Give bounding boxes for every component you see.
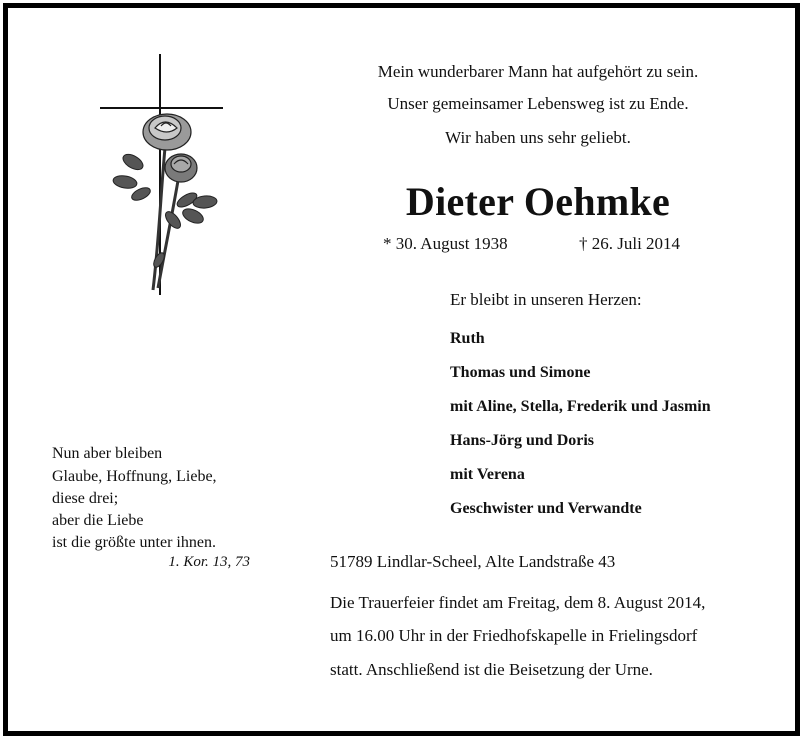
- funeral-info-line: um 16.00 Uhr in der Friedhofskapelle in Frielingsdorf: [330, 626, 698, 645]
- mourner-line: Thomas und Simone: [450, 364, 591, 381]
- quote-line: Glaube, Hoffnung, Liebe,: [52, 468, 217, 485]
- mourners-heading: Er bleibt in unseren Herzen:: [450, 290, 642, 309]
- quote-line: aber die Liebe: [52, 512, 144, 529]
- mourner-line: Hans-Jörg und Doris: [450, 432, 595, 449]
- mourner-line: mit Aline, Stella, Frederik und Jasmin: [450, 398, 711, 415]
- intro-line-2: Unser gemeinsamer Lebensweg ist zu Ende.: [387, 94, 689, 113]
- quote-line: diese drei;: [52, 490, 119, 507]
- funeral-info-line: statt. Anschließend ist die Beisetzung der Urne.: [330, 660, 653, 679]
- intro-line-1: Mein wunderbarer Mann hat aufgehört zu sein.: [377, 62, 699, 81]
- birth-date: * 30. August 1938: [383, 234, 508, 253]
- death-date: † 26. Juli 2014: [579, 234, 681, 253]
- quote-reference: 1. Kor. 13, 73: [168, 554, 250, 570]
- mourner-line: mit Verena: [450, 466, 525, 483]
- quote-line: Nun aber bleiben: [52, 445, 163, 462]
- cross-with-roses-icon: [95, 50, 230, 300]
- quote-line: ist die größte unter ihnen.: [52, 534, 216, 551]
- mourner-line: Ruth: [450, 330, 485, 347]
- mourner-line: Geschwister und Verwandte: [450, 500, 642, 517]
- intro-line-3: Wir haben uns sehr geliebt.: [445, 128, 631, 147]
- deceased-name: Dieter Oehmke: [405, 179, 671, 224]
- funeral-info-line: Die Trauerfeier findet am Freitag, dem 8. August 2014,: [330, 593, 706, 612]
- address: 51789 Lindlar-Scheel, Alte Landstraße 43: [330, 552, 616, 571]
